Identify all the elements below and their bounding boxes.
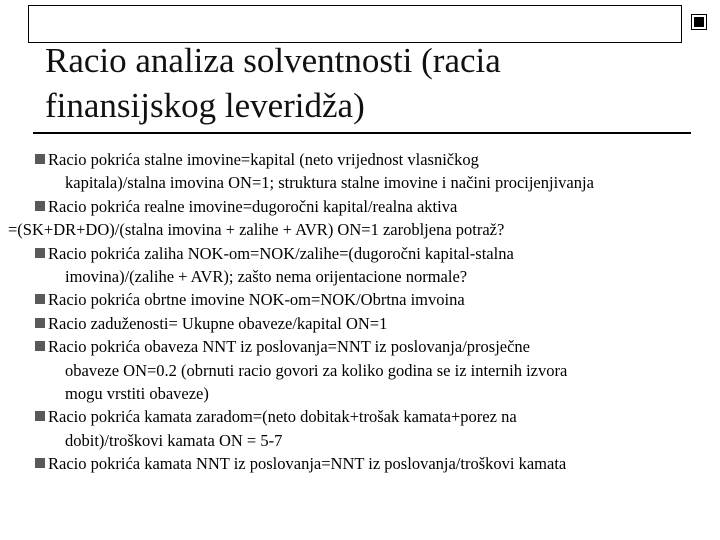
item-line: kapitala)/stalna imovina ON=1; struktura stalne imovine i načini procijenjivanja [65, 173, 594, 193]
list-item [0, 335, 720, 405]
item-line: Racio pokrića kamata zaradom=(neto dobitak+trošak kamata+porez na [48, 407, 517, 427]
item-line: mogu vrstiti obaveze) [65, 384, 209, 404]
item-line: Racio pokrića zaliha NOK-om=NOK/zalihe=(dugoročni kapital-stalna [48, 243, 514, 263]
item-line: Racio pokrića kamata NNT iz poslovanja=NNT iz poslovanja/troškovi kamata [48, 454, 567, 474]
title-line-1: Racio analiza solventnosti (racia [45, 41, 501, 80]
item-line: Racio pokrića obaveza NNT iz poslovanja=NNT iz poslovanja/prosječne [48, 337, 531, 357]
slide-title [45, 38, 501, 128]
item-line: =(SK+DR+DO)/(stalna imovina + zalihe + AVR) ON=1 zarobljena potraž? [8, 220, 505, 240]
square-bullet-icon [35, 318, 45, 328]
title-line-2: finansijskog leveridža) [45, 86, 365, 125]
item-line: Racio zaduženosti= Ukupne obaveze/kapital ON=1 [48, 313, 388, 333]
square-bullet-icon [35, 201, 45, 211]
list-item [0, 452, 720, 475]
square-bullet-icon [35, 248, 45, 258]
decorative-square [691, 14, 707, 30]
list-item [0, 148, 720, 195]
square-bullet-icon [35, 341, 45, 351]
item-line: dobit)/troškovi kamata ON = 5-7 [65, 430, 283, 450]
title-divider [33, 132, 691, 134]
bullet-list [0, 148, 720, 476]
square-bullet-icon [35, 458, 45, 468]
square-bullet-icon [35, 411, 45, 421]
item-line: Racio pokrića stalne imovine=kapital (neto vrijednost vlasničkog [48, 150, 479, 169]
list-item [0, 288, 720, 311]
item-line: Racio pokrića realne imovine=dugoročni kapital/realna aktiva [48, 196, 458, 216]
square-bullet-icon [35, 154, 45, 164]
item-line: imovina)/(zalihe + AVR); zašto nema orijentacione normale? [65, 267, 468, 287]
square-bullet-icon [35, 294, 45, 304]
list-item [0, 405, 720, 452]
list-item [0, 242, 720, 289]
list-item [0, 195, 720, 242]
item-line: obaveze ON=0.2 (obrnuti racio govori za koliko godina se iz internih izvora [65, 360, 568, 380]
list-item [0, 312, 720, 335]
item-line: Racio pokrića obrtne imovine NOK-om=NOK/Obrtna imvoina [48, 290, 465, 310]
